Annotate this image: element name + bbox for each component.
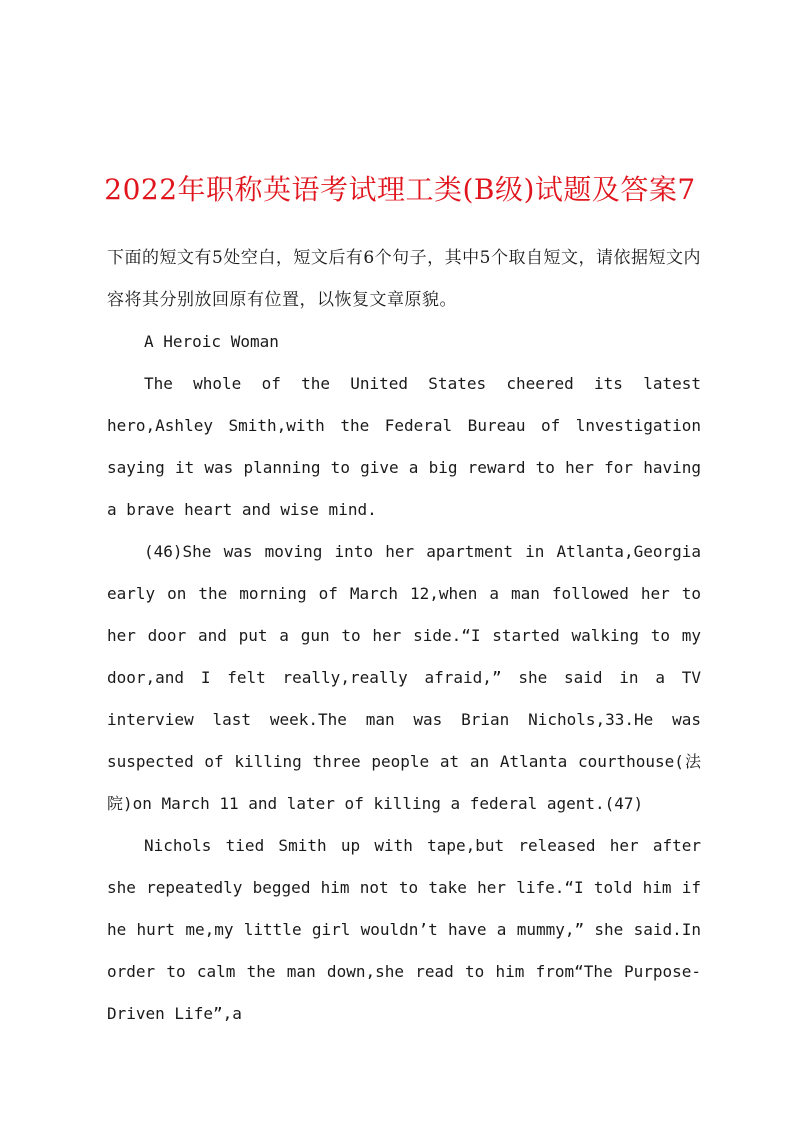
article-title: A Heroic Woman [144,332,279,351]
document-title: 2022年职称英语考试理工类(B级)试题及答案7 [104,173,696,206]
article-paragraph-1: The whole of the United States cheered its latest hero,Ashley Smith,with the Federal Bureau of lnvestigation saying it was planning to give a big reward to her for having a brave heart and wise mind. [107,374,701,519]
document-body [107,237,701,1035]
article-paragraph-2: (46)She was moving into her apartment in Atlanta,Georgia early on the morning of March 12,when a man followed her to her door and put a gun to her side.“I started walking to my door,and I felt really,really afraid,” she said in a TV interview last week.The man was Brian Nichols,33.He was suspected of killing three people at an Atlanta courthouse(法院)on March 11 and later of killing a federal agent.(47) [107,542,701,813]
article-paragraph-3: Nichols tied Smith up with tape,but released her after she repeatedly begged him not to take her life.“I told him if he hurt me,my little girl wouldn’t have a mummy,” she said.In order to calm the man down,she read to him from“The Purpose-Driven Life”,a [107,836,701,1023]
instructions-paragraph: 下面的短文有5处空白，短文后有6个句子，其中5个取自短文，请依据短文内容将其分别放回原有位置，以恢复文章原貌。 [107,248,701,310]
